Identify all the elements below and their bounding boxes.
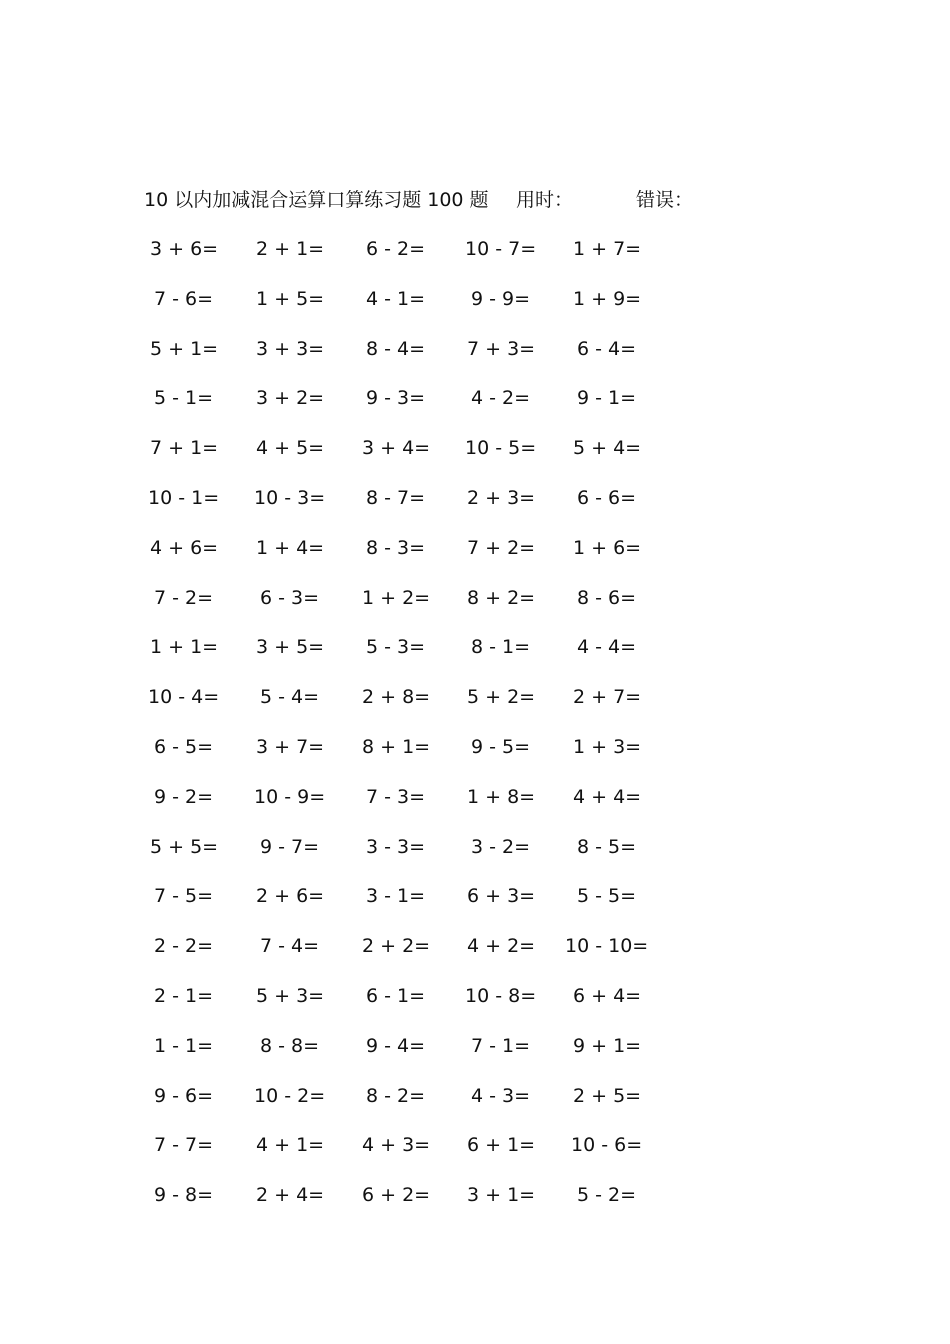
problem-item: 3 + 1= [467, 1184, 536, 1207]
problem-item: 4 - 3= [471, 1084, 531, 1107]
problem-item: 3 - 2= [471, 835, 531, 858]
problem-item: 7 - 1= [471, 1034, 531, 1057]
problem-item: 6 + 1= [467, 1134, 536, 1157]
problem-item: 9 - 8= [154, 1184, 214, 1207]
problem-item: 1 - 1= [154, 1034, 214, 1057]
problem-item: 5 + 5= [150, 835, 219, 858]
problem-item: 7 - 7= [154, 1134, 214, 1157]
problem-item: 3 + 3= [256, 337, 325, 360]
problem-item: 8 + 1= [362, 736, 431, 758]
problem-item: 1 + 9= [573, 287, 642, 310]
problem-item: 4 + 1= [256, 1134, 325, 1157]
problem-item: 9 - 6= [154, 1084, 214, 1107]
problem-item: 8 - 3= [366, 536, 426, 559]
problem-item: 4 + 2= [467, 935, 536, 958]
problem-item: 10 - 1= [148, 487, 220, 509]
problem-item: 1 + 1= [150, 636, 219, 659]
problem-item: 5 + 1= [150, 337, 219, 360]
problem-item: 6 + 4= [573, 985, 642, 1007]
problem-item: 6 - 1= [366, 985, 426, 1007]
problem-item: 6 - 3= [260, 586, 320, 609]
problem-item: 9 - 1= [577, 387, 637, 410]
problem-item: 9 - 9= [471, 287, 531, 310]
problem-item: 1 + 7= [573, 238, 642, 260]
problem-item: 5 - 1= [154, 387, 214, 410]
problem-item: 8 - 4= [366, 337, 426, 360]
problem-item: 9 - 4= [366, 1034, 426, 1057]
problem-item: 4 + 6= [150, 536, 219, 559]
problem-item: 2 + 5= [573, 1084, 642, 1107]
problem-item: 3 + 6= [150, 238, 219, 260]
problem-item: 3 + 4= [362, 437, 431, 460]
problem-item: 5 - 5= [577, 885, 637, 908]
problem-item: 7 - 5= [154, 885, 214, 908]
problem-item: 2 + 7= [573, 686, 642, 709]
problem-item: 10 - 3= [254, 487, 326, 509]
problem-item: 8 - 2= [366, 1084, 426, 1107]
problem-item: 3 + 7= [256, 736, 325, 758]
errors-label: 错误： [636, 189, 694, 211]
problem-item: 9 - 2= [154, 785, 214, 808]
problem-item: 4 - 4= [577, 636, 637, 659]
problem-item: 7 - 4= [260, 935, 320, 958]
problem-item: 5 - 3= [366, 636, 426, 659]
problem-item: 7 + 2= [467, 536, 536, 559]
problem-item: 2 + 2= [362, 935, 431, 958]
problem-item: 7 - 2= [154, 586, 214, 609]
problem-item: 3 + 5= [256, 636, 325, 659]
problem-item: 9 + 1= [573, 1034, 642, 1057]
problem-item: 5 - 4= [260, 686, 320, 709]
problem-item: 5 + 3= [256, 985, 325, 1007]
problem-item: 10 - 10= [565, 935, 649, 958]
problem-item: 8 - 5= [577, 835, 637, 858]
problem-item: 3 - 1= [366, 885, 426, 908]
problem-item: 7 - 6= [154, 287, 214, 310]
problem-item: 2 - 1= [154, 985, 214, 1007]
problem-item: 10 - 2= [254, 1084, 326, 1107]
problem-item: 2 - 2= [154, 935, 214, 958]
problem-item: 3 + 2= [256, 387, 325, 410]
problem-item: 5 + 4= [573, 437, 642, 460]
problem-item: 1 + 3= [573, 736, 642, 758]
problem-item: 9 - 5= [471, 736, 531, 758]
problem-item: 4 - 2= [471, 387, 531, 410]
problem-item: 9 - 3= [366, 387, 426, 410]
problem-item: 1 + 4= [256, 536, 325, 559]
problem-item: 5 + 2= [467, 686, 536, 709]
problem-item: 8 - 1= [471, 636, 531, 659]
problem-item: 4 + 5= [256, 437, 325, 460]
time-label: 用时： [516, 189, 574, 211]
problem-item: 5 - 2= [577, 1184, 637, 1207]
problem-item: 9 - 7= [260, 835, 320, 858]
problem-item: 1 + 8= [467, 785, 536, 808]
problem-item: 1 + 5= [256, 287, 325, 310]
problem-item: 7 - 3= [366, 785, 426, 808]
problem-item: 10 - 7= [465, 238, 537, 260]
problem-item: 6 - 4= [577, 337, 637, 360]
problem-item: 10 - 6= [571, 1134, 643, 1157]
problem-item: 7 + 3= [467, 337, 536, 360]
problem-item: 10 - 5= [465, 437, 537, 460]
problem-item: 8 - 6= [577, 586, 637, 609]
problem-item: 1 + 2= [362, 586, 431, 609]
problem-item: 10 - 8= [465, 985, 537, 1007]
problem-item: 6 - 6= [577, 487, 637, 509]
problem-item: 2 + 8= [362, 686, 431, 709]
problem-item: 2 + 4= [256, 1184, 325, 1207]
problem-item: 4 + 3= [362, 1134, 431, 1157]
problem-item: 6 + 2= [362, 1184, 431, 1207]
problem-item: 4 + 4= [573, 785, 642, 808]
worksheet-title: 10 以内加减混合运算口算练习题 100 题 [144, 189, 489, 211]
problem-item: 7 + 1= [150, 437, 219, 460]
problem-item: 6 - 5= [154, 736, 214, 758]
problem-item: 6 + 3= [467, 885, 536, 908]
problem-item: 10 - 4= [148, 686, 220, 709]
problem-item: 2 + 1= [256, 238, 325, 260]
problem-item: 8 - 8= [260, 1034, 320, 1057]
problem-item: 10 - 9= [254, 785, 326, 808]
problem-item: 8 + 2= [467, 586, 536, 609]
problem-item: 3 - 3= [366, 835, 426, 858]
problem-item: 1 + 6= [573, 536, 642, 559]
problem-item: 4 - 1= [366, 287, 426, 310]
problem-item: 2 + 6= [256, 885, 325, 908]
problem-item: 8 - 7= [366, 487, 426, 509]
problem-item: 2 + 3= [467, 487, 536, 509]
problem-item: 6 - 2= [366, 238, 426, 260]
